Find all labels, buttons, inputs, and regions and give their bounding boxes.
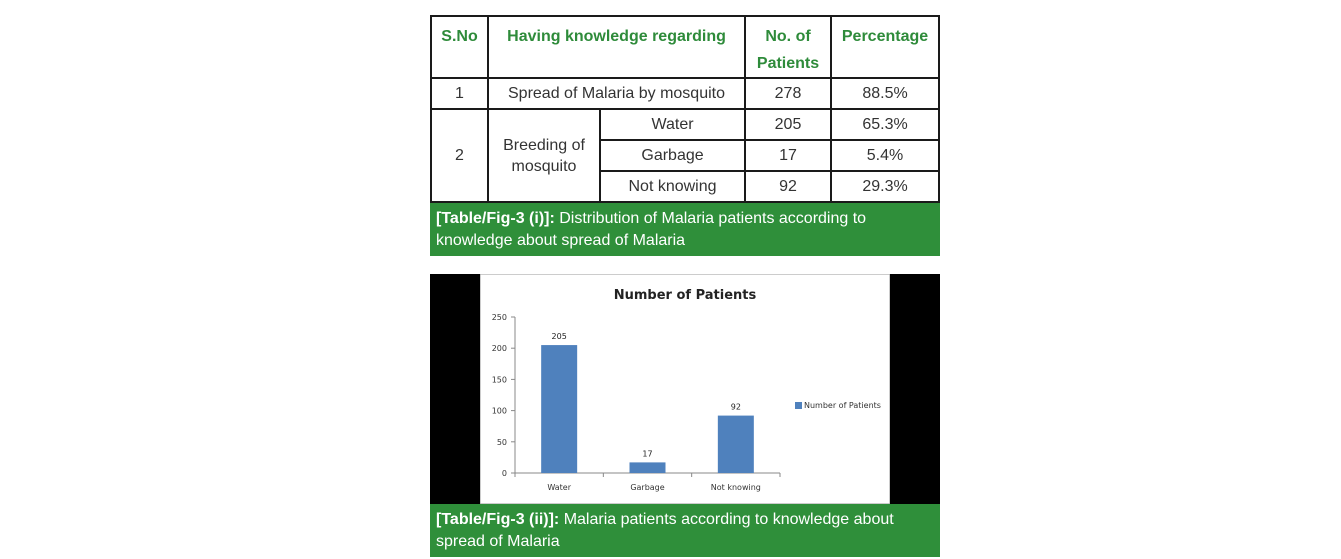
bar-chart [480, 274, 890, 504]
chart-frame [430, 274, 940, 504]
data-label: 92 [730, 402, 741, 412]
row-count: 278 [745, 78, 831, 109]
category-label: Garbage [630, 483, 665, 492]
row-sno: 1 [431, 78, 488, 109]
table-row [431, 109, 939, 140]
legend-label: Number of Patients [804, 401, 881, 410]
table-header-row [431, 16, 939, 78]
category-label: Not knowing [710, 483, 761, 492]
table-caption [430, 203, 940, 256]
figure-caption [430, 504, 940, 557]
bar-garbage [630, 462, 666, 473]
figure-caption-ref: [Table/Fig-3 (ii)]: [436, 511, 560, 528]
table-caption-ref: [Table/Fig-3 (i)]: [436, 210, 555, 227]
header-percentage: Percentage [831, 16, 939, 78]
row-label: Garbage [600, 140, 745, 171]
y-tick-label: 150 [491, 375, 507, 385]
row-percent: 65.3% [831, 109, 939, 140]
table-row [431, 78, 939, 109]
bar-water [541, 345, 577, 473]
bar-not-knowing [718, 416, 754, 473]
row-count: 205 [745, 109, 831, 140]
header-sno: S.No [431, 16, 488, 78]
row-label: Water [600, 109, 745, 140]
knowledge-table-figure [430, 15, 940, 256]
row-percent: 29.3% [831, 171, 939, 202]
row-group-label: Breeding of mosquito [488, 109, 600, 202]
y-tick-label: 200 [491, 344, 507, 354]
legend-swatch [795, 402, 802, 409]
y-tick-label: 0 [501, 469, 507, 478]
data-label: 205 [551, 332, 567, 342]
chart-title: Number of Patients [613, 288, 757, 303]
row-count: 17 [745, 140, 831, 171]
category-label: Water [547, 483, 571, 492]
row-sno: 2 [431, 109, 488, 202]
row-label: Spread of Malaria by mosquito [488, 78, 745, 109]
header-count: No. of Patients [745, 16, 831, 78]
row-label: Not knowing [600, 171, 745, 202]
y-tick-label: 250 [491, 313, 507, 322]
y-tick-label: 100 [491, 406, 507, 416]
figure-caption-text: Malaria patients according to knowledge about spread of Malaria [436, 511, 894, 550]
row-percent: 5.4% [831, 140, 939, 171]
y-tick-label: 50 [496, 437, 507, 447]
header-knowledge: Having knowledge regarding [488, 16, 745, 78]
data-label: 17 [642, 449, 653, 459]
knowledge-table [430, 15, 940, 203]
bar-chart-figure [430, 274, 940, 557]
table-caption-text: Distribution of Malaria patients according to knowledge about spread of Malaria [436, 210, 867, 249]
row-percent: 88.5% [831, 78, 939, 109]
row-count: 92 [745, 171, 831, 202]
